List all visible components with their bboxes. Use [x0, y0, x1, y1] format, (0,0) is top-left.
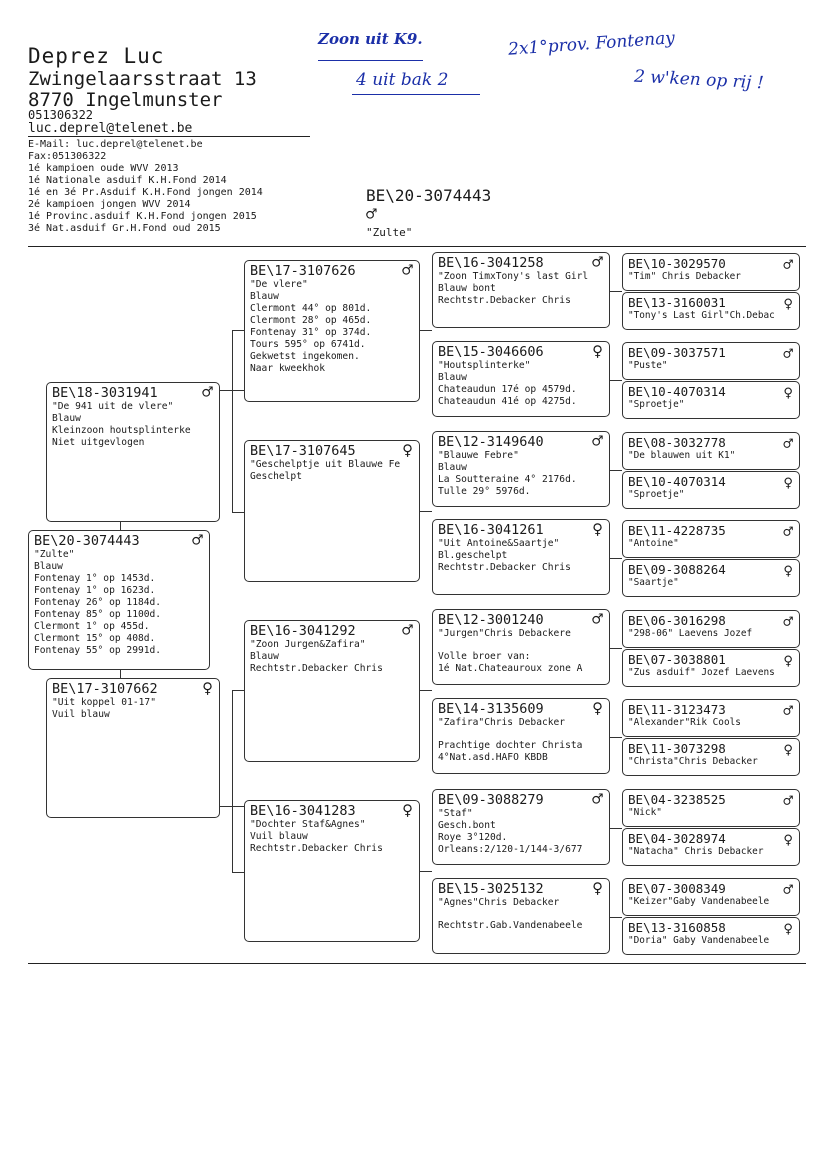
pedigree-box: [244, 620, 420, 762]
pedigree-box: [622, 253, 800, 291]
pedigree-connector: [610, 648, 622, 649]
pedigree-box: [244, 440, 420, 582]
bird-detail-line: "Natacha" Chris Debacker: [628, 846, 764, 857]
ring-number: BE\11-3073298: [628, 741, 726, 756]
pedigree-connector: [610, 828, 622, 829]
bird-detail-line: Rechtstr.Debacker Chris: [250, 663, 383, 674]
owner-street: Zwingelaarsstraat 13: [28, 68, 257, 90]
bird-detail-line: Fontenay 26° op 1184d.: [34, 597, 162, 608]
pedigree-box: [432, 341, 610, 417]
bird-detail-line: Blauw: [52, 413, 81, 424]
bird-detail-line: Clermont 1° op 455d.: [34, 621, 150, 632]
male-symbol-icon: ♂: [783, 434, 793, 453]
ring-number: BE\04-3238525: [628, 792, 726, 807]
handwritten-note: 4 uit bak 2: [356, 70, 449, 90]
pedigree-connector: [420, 330, 432, 331]
ring-number: BE\07-3008349: [628, 881, 726, 896]
pedigree-box: [622, 471, 800, 509]
ring-number: BE\13-3160858: [628, 920, 726, 935]
bird-detail-line: "Uit Antoine&Saartje": [438, 538, 560, 549]
male-symbol-icon: ♂: [592, 252, 603, 273]
bird-detail-line: "Sproetje": [628, 489, 685, 500]
pedigree-box: [432, 519, 610, 595]
pedigree-box: [622, 610, 800, 648]
header-rule: [28, 136, 310, 137]
male-symbol-icon: ♂: [402, 620, 413, 641]
pedigree-box: [244, 260, 420, 402]
pedigree-box: [622, 432, 800, 470]
male-symbol-icon: ♂: [592, 609, 603, 630]
ring-number: BE\10-4070314: [628, 474, 726, 489]
bird-detail-line: "Blauwe Febre": [438, 450, 519, 461]
bird-detail-line: Blauw: [438, 372, 467, 383]
pedigree-connector: [232, 512, 244, 513]
pedigree-box: [622, 520, 800, 558]
bird-detail-line: "Dochter Staf&Agnes": [250, 819, 366, 830]
info-line: 1é kampioen oude WVV 2013: [28, 163, 179, 174]
bird-detail-line: [438, 909, 604, 920]
female-symbol-icon: ♀: [592, 519, 603, 540]
ring-number: BE\11-4228735: [628, 523, 726, 538]
pedigree-box: [46, 678, 220, 818]
pedigree-bottom-rule: [28, 963, 806, 964]
male-symbol-icon: ♂: [783, 522, 793, 541]
ring-number: BE\16-3041261: [438, 522, 544, 538]
handwritten-note: 2 w'ken op rij !: [633, 66, 765, 94]
pedigree-box: [622, 559, 800, 597]
bird-detail-line: 1é Nat.Chateauroux zone A: [438, 663, 583, 674]
female-symbol-icon: ♀: [592, 341, 603, 362]
pedigree-box: [28, 530, 210, 670]
male-symbol-icon: ♂: [783, 612, 793, 631]
female-symbol-icon: ♀: [783, 740, 793, 759]
ring-number: BE\12-3149640: [438, 434, 544, 450]
ring-number: BE\06-3016298: [628, 613, 726, 628]
pedigree-box: [622, 649, 800, 687]
female-symbol-icon: ♀: [783, 473, 793, 492]
bird-detail-line: "Keizer"Gaby Vandenabeele: [628, 896, 770, 907]
ring-number: BE\13-3160031: [628, 295, 726, 310]
bird-detail-line: Chateaudun 17é op 4579d.: [438, 384, 577, 395]
pedigree-box: [622, 878, 800, 916]
female-symbol-icon: ♀: [592, 878, 603, 899]
owner-phone: 051306322: [28, 108, 94, 122]
pedigree-box: [622, 828, 800, 866]
bird-detail-line: Chateaudun 41é op 4275d.: [438, 396, 577, 407]
bird-detail-line: "De blauwen uit K1": [628, 450, 736, 461]
pedigree-box: [432, 698, 610, 774]
pedigree-box: [432, 878, 610, 954]
bird-detail-line: "Doria" Gaby Vandenabeele: [628, 935, 770, 946]
female-symbol-icon: ♀: [783, 561, 793, 580]
bird-detail-line: Kleinzoon houtsplinterke: [52, 425, 191, 436]
info-line: E-Mail: luc.deprel@telenet.be: [28, 139, 203, 150]
bird-detail-line: Blauw: [438, 462, 467, 473]
pedigree-box: [622, 738, 800, 776]
ring-number: BE\16-3041292: [250, 623, 356, 639]
bird-detail-line: Blauw: [250, 291, 279, 302]
owner-name: Deprez Luc: [28, 44, 165, 68]
bird-detail-line: Volle broer van:: [438, 651, 531, 662]
ring-number: BE\16-3041283: [250, 803, 356, 819]
pedigree-connector: [420, 690, 432, 691]
bird-detail-line: Clermont 28° op 465d.: [250, 315, 372, 326]
bird-detail-line: Tulle 29° 5976d.: [438, 486, 531, 497]
ring-number: BE\12-3001240: [438, 612, 544, 628]
bird-detail-line: Clermont 15° op 408d.: [34, 633, 156, 644]
bird-detail-line: "De vlere": [250, 279, 308, 290]
bird-detail-line: "Saartje": [628, 577, 679, 588]
female-symbol-icon: ♀: [783, 383, 793, 402]
bird-detail-line: Tours 595° op 6741d.: [250, 339, 366, 350]
bird-detail-line: Rechtstr.Debacker Chris: [438, 295, 571, 306]
pedigree-box: [432, 252, 610, 328]
female-symbol-icon: ♀: [783, 830, 793, 849]
ring-number: BE\09-3088279: [438, 792, 544, 808]
pedigree-connector: [232, 872, 244, 873]
female-symbol-icon: ♀: [402, 800, 413, 821]
handwritten-underline: [352, 94, 480, 95]
handwritten-note: Zoon uit K9.: [318, 30, 423, 48]
bird-detail-line: [438, 640, 604, 651]
ring-number: BE\09-3088264: [628, 562, 726, 577]
bird-detail-line: "Puste": [628, 360, 668, 371]
bird-detail-line: Fontenay 85° op 1100d.: [34, 609, 162, 620]
bird-detail-line: "Zoon Jurgen&Zafira": [250, 639, 366, 650]
bird-detail-line: "Zus asduif" Jozef Laevens: [628, 667, 775, 678]
bird-detail-line: "Zulte": [34, 549, 75, 560]
bird-detail-line: Gekwetst ingekomen.: [250, 351, 360, 362]
pedigree-box: [432, 789, 610, 865]
ring-number: BE\16-3041258: [438, 255, 544, 271]
bird-detail-line: "Uit koppel 01-17": [52, 697, 156, 708]
pedigree-box: [622, 699, 800, 737]
female-symbol-icon: ♀: [402, 440, 413, 461]
handwritten-note: 2x1°prov. Fontenay: [507, 28, 676, 60]
pedigree-box: [622, 381, 800, 419]
pedigree-connector: [120, 670, 121, 678]
root-bird-id: BE\20-3074443: [366, 186, 492, 205]
male-symbol-icon: ♂: [783, 255, 793, 274]
bird-detail-line: Fontenay 1° op 1453d.: [34, 573, 156, 584]
ring-number: BE\09-3037571: [628, 345, 726, 360]
bird-detail-line: "De 941 uit de vlere": [52, 401, 174, 412]
bird-detail-line: "Sproetje": [628, 399, 685, 410]
bird-detail-line: "Alexander"Rik Cools: [628, 717, 741, 728]
pedigree-connector: [610, 291, 622, 292]
bird-detail-line: Vuil blauw: [52, 709, 110, 720]
pedigree-connector: [610, 470, 622, 471]
ring-number: BE\17-3107645: [250, 443, 356, 459]
male-symbol-icon: ♂: [402, 260, 413, 281]
bird-detail-line: "Jurgen"Chris Debackere: [438, 628, 571, 639]
bird-detail-line: "Geschelptje uit Blauwe Fe: [250, 459, 401, 470]
bird-detail-line: Roye 3°120d.: [438, 832, 508, 843]
male-symbol-icon: ♂: [783, 791, 793, 810]
bird-detail-line: Blauw: [34, 561, 63, 572]
pedigree-top-rule: [28, 246, 806, 247]
pedigree-connector: [610, 917, 622, 918]
info-line: 1é Nationale asduif K.H.Fond 2014: [28, 175, 227, 186]
root-bird-name: "Zulte": [366, 226, 413, 239]
bird-detail-line: "Christa"Chris Debacker: [628, 756, 758, 767]
pedigree-connector: [610, 380, 622, 381]
pedigree-box: [622, 342, 800, 380]
handwritten-underline: [318, 60, 423, 61]
bird-detail-line: "Antoine": [628, 538, 679, 549]
bird-detail-line: Gesch.bont: [438, 820, 496, 831]
ring-number: BE\11-3123473: [628, 702, 726, 717]
bird-detail-line: Niet uitgevlogen: [52, 437, 145, 448]
male-symbol-icon: ♂: [592, 431, 603, 452]
ring-number: BE\17-3107662: [52, 681, 158, 697]
bird-detail-line: Orleans:2/120-1/144-3/677: [438, 844, 583, 855]
pedigree-connector: [610, 737, 622, 738]
bird-detail-line: "Staf": [438, 808, 473, 819]
ring-number: BE\20-3074443: [34, 533, 140, 549]
ring-number: BE\15-3046606: [438, 344, 544, 360]
ring-number: BE\07-3038801: [628, 652, 726, 667]
owner-city: 8770 Ingelmunster: [28, 89, 223, 111]
male-symbol-icon: ♂: [192, 530, 203, 551]
male-symbol-icon: ♂: [366, 204, 377, 225]
bird-detail-line: "Agnes"Chris Debacker: [438, 897, 560, 908]
pedigree-box: [46, 382, 220, 522]
female-symbol-icon: ♀: [783, 294, 793, 313]
bird-detail-line: Fontenay 55° op 2991d.: [34, 645, 162, 656]
pedigree-connector: [420, 511, 432, 512]
female-symbol-icon: ♀: [202, 678, 213, 699]
info-line: 1é en 3é Pr.Asduif K.H.Fond jongen 2014: [28, 187, 263, 198]
bird-detail-line: [438, 729, 604, 740]
bird-detail-line: Clermont 44° op 801d.: [250, 303, 372, 314]
bird-detail-line: La Soutteraine 4° 2176d.: [438, 474, 577, 485]
bird-detail-line: Fontenay 1° op 1623d.: [34, 585, 156, 596]
male-symbol-icon: ♂: [202, 382, 213, 403]
pedigree-connector: [610, 558, 622, 559]
bird-detail-line: Vuil blauw: [250, 831, 308, 842]
bird-detail-line: "298-06" Laevens Jozef: [628, 628, 753, 639]
bird-detail-line: "Houtsplinterke": [438, 360, 531, 371]
bird-detail-line: "Tony's Last Girl"Ch.Debac: [628, 310, 775, 321]
pedigree-box: [622, 292, 800, 330]
bird-detail-line: 4°Nat.asd.HAFO KBDB: [438, 752, 548, 763]
bird-detail-line: "Nick": [628, 807, 662, 818]
male-symbol-icon: ♂: [592, 789, 603, 810]
owner-email: luc.deprel@telenet.be: [28, 121, 193, 136]
bird-detail-line: "Zafira"Chris Debacker: [438, 717, 566, 728]
bird-detail-line: Blauw bont: [438, 283, 496, 294]
bird-detail-line: Rechtstr.Gab.Vandenabeele: [438, 920, 583, 931]
ring-number: BE\14-3135609: [438, 701, 544, 717]
bird-detail-line: Rechtstr.Debacker Chris: [250, 843, 383, 854]
pedigree-connector: [232, 330, 233, 512]
bird-detail-line: Prachtige dochter Christa: [438, 740, 583, 751]
pedigree-box: [622, 789, 800, 827]
male-symbol-icon: ♂: [783, 701, 793, 720]
pedigree-connector: [232, 690, 244, 691]
ring-number: BE\18-3031941: [52, 385, 158, 401]
bird-detail-line: "Tim" Chris Debacker: [628, 271, 741, 282]
bird-detail-line: Bl.geschelpt: [438, 550, 508, 561]
bird-detail-line: Rechtstr.Debacker Chris: [438, 562, 571, 573]
male-symbol-icon: ♂: [783, 344, 793, 363]
female-symbol-icon: ♀: [783, 919, 793, 938]
female-symbol-icon: ♀: [592, 698, 603, 719]
info-line: Fax:051306322: [28, 151, 107, 162]
bird-detail-line: "Zoon TimxTony's last Girl: [438, 271, 589, 282]
bird-detail-line: Blauw: [250, 651, 279, 662]
bird-detail-line: Naar kweekhok: [250, 363, 326, 374]
pedigree-connector: [120, 522, 121, 530]
info-line: 1é Provinc.asduif K.H.Fond jongen 2015: [28, 211, 257, 222]
male-symbol-icon: ♂: [783, 880, 793, 899]
ring-number: BE\08-3032778: [628, 435, 726, 450]
ring-number: BE\15-3025132: [438, 881, 544, 897]
pedigree-box: [622, 917, 800, 955]
pedigree-box: [432, 609, 610, 685]
info-line: 2é kampioen jongen WVV 2014: [28, 199, 191, 210]
pedigree-box: [244, 800, 420, 942]
female-symbol-icon: ♀: [783, 651, 793, 670]
pedigree-connector: [420, 871, 432, 872]
pedigree-connector: [232, 330, 244, 331]
ring-number: BE\10-3029570: [628, 256, 726, 271]
info-line: 3é Nat.asduif Gr.H.Fond oud 2015: [28, 223, 221, 234]
pedigree-connector: [232, 690, 233, 872]
ring-number: BE\10-4070314: [628, 384, 726, 399]
pedigree-box: [432, 431, 610, 507]
bird-detail-line: Geschelpt: [250, 471, 302, 482]
ring-number: BE\04-3028974: [628, 831, 726, 846]
bird-detail-line: Fontenay 31° op 374d.: [250, 327, 372, 338]
ring-number: BE\17-3107626: [250, 263, 356, 279]
